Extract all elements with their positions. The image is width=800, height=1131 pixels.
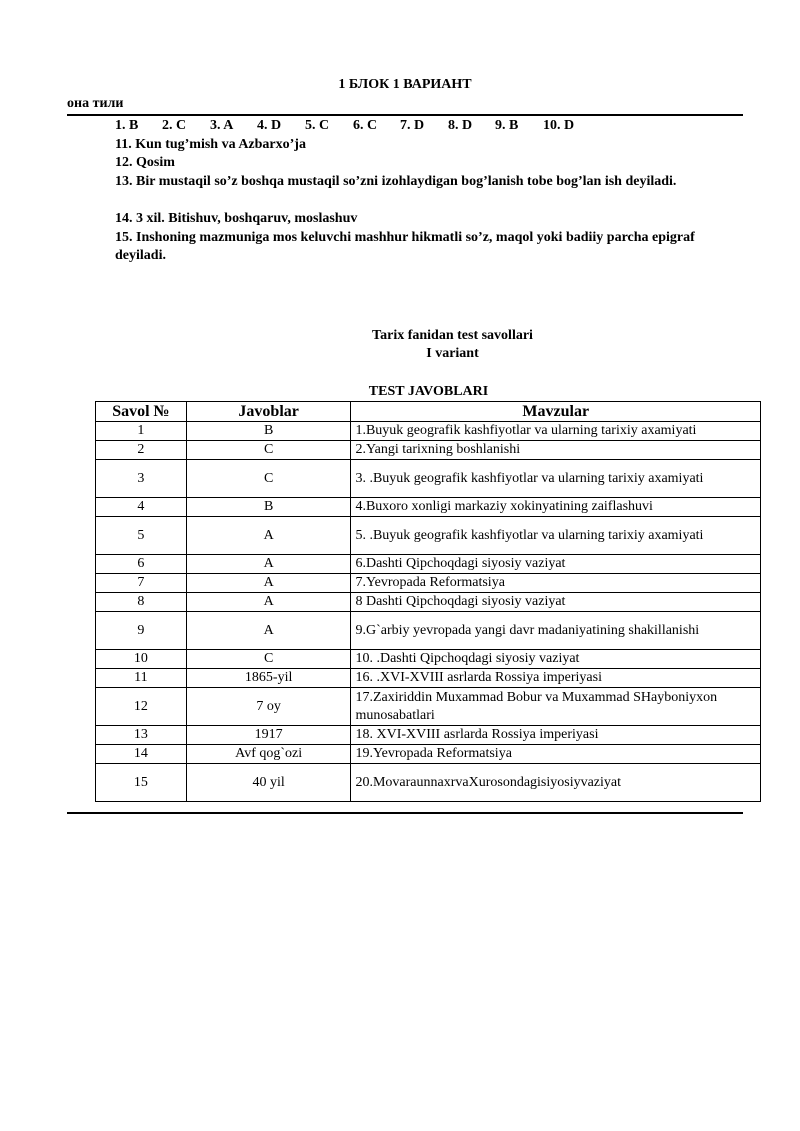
answers-table xyxy=(95,401,761,802)
cell-topic: 7.Yevropada Reformatsiya xyxy=(351,574,761,593)
answer-item: 9. B xyxy=(495,118,519,133)
answer-14: 14. 3 xil. Bitishuv, boshqaruv, moslashuv xyxy=(115,211,358,226)
cell-topic: 5. .Buyuk geografik kashfiyotlar va ularning tarixiy axamiyati xyxy=(351,517,761,555)
table-row xyxy=(96,422,761,441)
answer-13: 13. Bir mustaqil so’z boshqa mustaqil so’zni izohlaydigan bog’lanish tobe bog’lan ish deyiladi. xyxy=(115,174,677,189)
table-row xyxy=(96,764,761,802)
document-title: 1 БЛОК 1 ВАРИАНТ xyxy=(338,77,472,92)
answer-item: 1. B xyxy=(115,118,139,133)
cell-answer: 1917 xyxy=(186,726,351,745)
answer-item: 10. D xyxy=(543,118,575,133)
answer-item: 5. C xyxy=(305,118,330,133)
answer-item: 2. C xyxy=(162,118,187,133)
cell-number: 15 xyxy=(96,764,187,802)
ona-tili-answer-key xyxy=(115,118,574,134)
answer-12: 12. Qosim xyxy=(115,155,175,170)
cell-answer: A xyxy=(186,574,351,593)
top-divider xyxy=(67,114,743,116)
cell-number: 12 xyxy=(96,688,187,726)
answer-item: 7. D xyxy=(400,118,425,133)
table-title: TEST JAVOBLARI xyxy=(368,384,489,399)
table-row xyxy=(96,650,761,669)
cell-answer: Avf qog`ozi xyxy=(186,745,351,764)
cell-number: 1 xyxy=(96,422,187,441)
cell-topic: 8 Dashti Qipchoqdagi siyosiy vaziyat xyxy=(351,593,761,612)
cell-number: 8 xyxy=(96,593,187,612)
cell-topic: 1.Buyuk geografik kashfiyotlar va ularning tarixiy axamiyati xyxy=(351,422,761,441)
cell-number: 9 xyxy=(96,612,187,650)
cell-topic: 18. XVI-XVIII asrlarda Rossiya imperiyasi xyxy=(351,726,761,745)
cell-answer: C xyxy=(186,650,351,669)
table-row xyxy=(96,669,761,688)
cell-topic: 2.Yangi tarixning boshlanishi xyxy=(351,441,761,460)
bottom-divider xyxy=(67,812,743,814)
cell-answer: 1865-yil xyxy=(186,669,351,688)
cell-topic: 3. .Buyuk geografik kashfiyotlar va ularning tarixiy axamiyati xyxy=(351,460,761,498)
answer-item: 3. A xyxy=(210,118,234,133)
cell-number: 5 xyxy=(96,517,187,555)
cell-topic: 6.Dashti Qipchoqdagi siyosiy vaziyat xyxy=(351,555,761,574)
table-header-row xyxy=(96,402,761,422)
cell-answer: A xyxy=(186,612,351,650)
table-row xyxy=(96,688,761,726)
cell-number: 10 xyxy=(96,650,187,669)
table-row xyxy=(96,726,761,745)
cell-number: 6 xyxy=(96,555,187,574)
cell-answer: B xyxy=(186,498,351,517)
table-row xyxy=(96,498,761,517)
table-row xyxy=(96,612,761,650)
cell-topic: 10. .Dashti Qipchoqdagi siyosiy vaziyat xyxy=(351,650,761,669)
cell-answer: C xyxy=(186,460,351,498)
cell-answer: B xyxy=(186,422,351,441)
cell-answer: 40 yil xyxy=(186,764,351,802)
cell-number: 7 xyxy=(96,574,187,593)
table-row xyxy=(96,745,761,764)
answer-11: 11. Kun tug’mish va Azbarxo’ja xyxy=(115,137,306,152)
cell-number: 3 xyxy=(96,460,187,498)
table-row xyxy=(96,517,761,555)
cell-answer: A xyxy=(186,555,351,574)
table-row xyxy=(96,555,761,574)
cell-number: 2 xyxy=(96,441,187,460)
answer-item: 4. D xyxy=(257,118,282,133)
tarix-title: Tarix fanidan test savollari xyxy=(372,328,533,343)
cell-topic: 16. .XVI-XVIII asrlarda Rossiya imperiyasi xyxy=(351,669,761,688)
cell-topic: 19.Yevropada Reformatsiya xyxy=(351,745,761,764)
answer-15: 15. Inshoning mazmuniga mos keluvchi mashhur hikmatli so’z, maqol yoki badiiy parcha epigraf deyiladi. xyxy=(115,230,695,263)
table-row xyxy=(96,593,761,612)
answer-item: 6. C xyxy=(353,118,378,133)
table-row xyxy=(96,460,761,498)
column-header-number: Savol № xyxy=(96,402,187,422)
cell-answer: 7 oy xyxy=(186,688,351,726)
cell-answer: A xyxy=(186,593,351,612)
cell-topic: 17.Zaxiriddin Muxammad Bobur va Muxammad SHayboniyxon munosabatlari xyxy=(351,688,761,726)
cell-number: 11 xyxy=(96,669,187,688)
cell-number: 4 xyxy=(96,498,187,517)
cell-number: 13 xyxy=(96,726,187,745)
answer-item: 8. D xyxy=(448,118,473,133)
variant-label: I variant xyxy=(426,346,479,361)
column-header-answers: Javoblar xyxy=(186,402,351,422)
subject-label: она тили xyxy=(67,96,124,111)
cell-answer: C xyxy=(186,441,351,460)
cell-answer: A xyxy=(186,517,351,555)
cell-topic: 4.Buxoro xonligi markaziy xokinyatining zaiflashuvi xyxy=(351,498,761,517)
cell-topic: 20.MovaraunnaxrvaXurosondagisiyosiyvaziyat xyxy=(351,764,761,802)
table-row xyxy=(96,574,761,593)
column-header-topics: Mavzular xyxy=(351,402,761,422)
cell-topic: 9.G`arbiy yevropada yangi davr madaniyatining shakillanishi xyxy=(351,612,761,650)
table-row xyxy=(96,441,761,460)
cell-number: 14 xyxy=(96,745,187,764)
